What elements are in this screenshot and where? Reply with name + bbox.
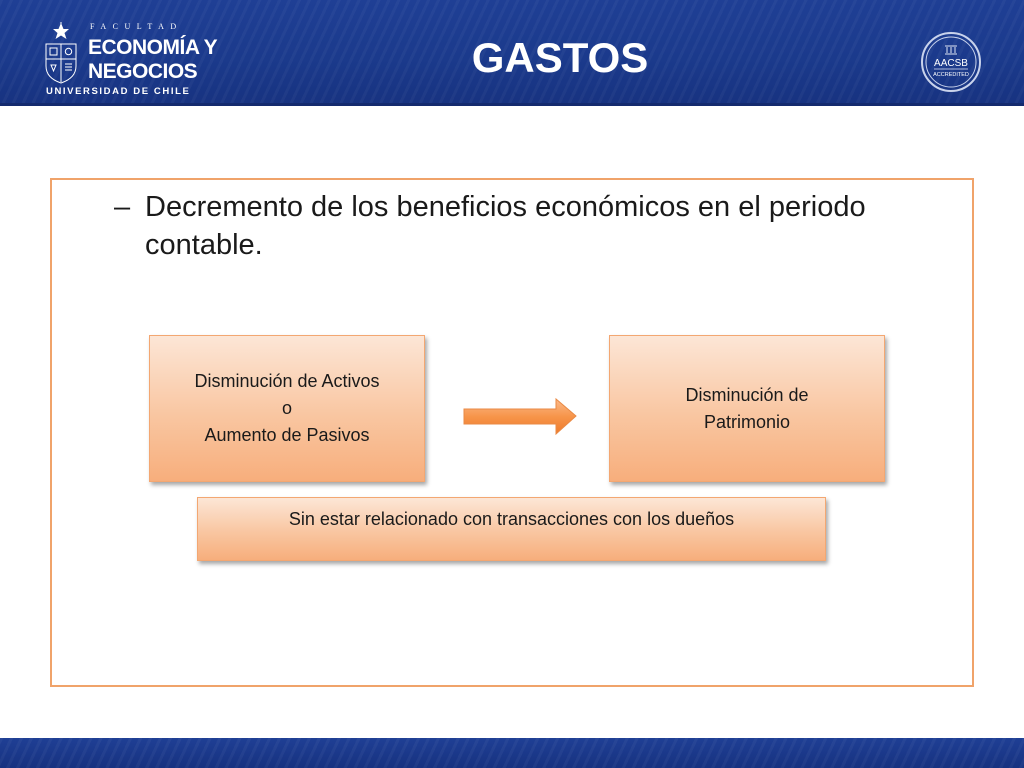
box-right-line2: Patrimonio (703, 411, 791, 432)
box-disminucion-activos (149, 335, 425, 482)
aacsb-badge-icon (920, 31, 982, 93)
box-left-line2: o (281, 398, 292, 418)
box-left-line1: Disminución de Activos (194, 371, 380, 391)
bullet-dash: – (114, 191, 131, 223)
right-arrow-icon (462, 397, 578, 437)
box-bottom-text: Sin estar relacionado con transacciones con los dueños (288, 509, 735, 529)
box-right-line1: Disminución de (685, 384, 809, 405)
footer-band (0, 738, 1024, 768)
bullet-text: Decremento de los beneficios económicos en el periodo contable. (145, 191, 866, 261)
logo-faculty-text: FACULTAD (90, 22, 183, 31)
box-sin-estar-relacionado (197, 497, 826, 561)
header-band (0, 0, 1024, 106)
logo-negocios-text: NEGOCIOS (88, 60, 198, 83)
logo-economia-text: ECONOMÍA Y (88, 36, 218, 59)
badge-sub-text: ACCREDITED (933, 72, 969, 78)
logo-university-text: UNIVERSIDAD DE CHILE (46, 86, 191, 97)
box-left-line3: Aumento de Pasivos (204, 425, 370, 445)
slide-title: GASTOS (471, 34, 649, 81)
box-disminucion-patrimonio (609, 335, 885, 482)
badge-name-text: AACSB (934, 58, 968, 69)
